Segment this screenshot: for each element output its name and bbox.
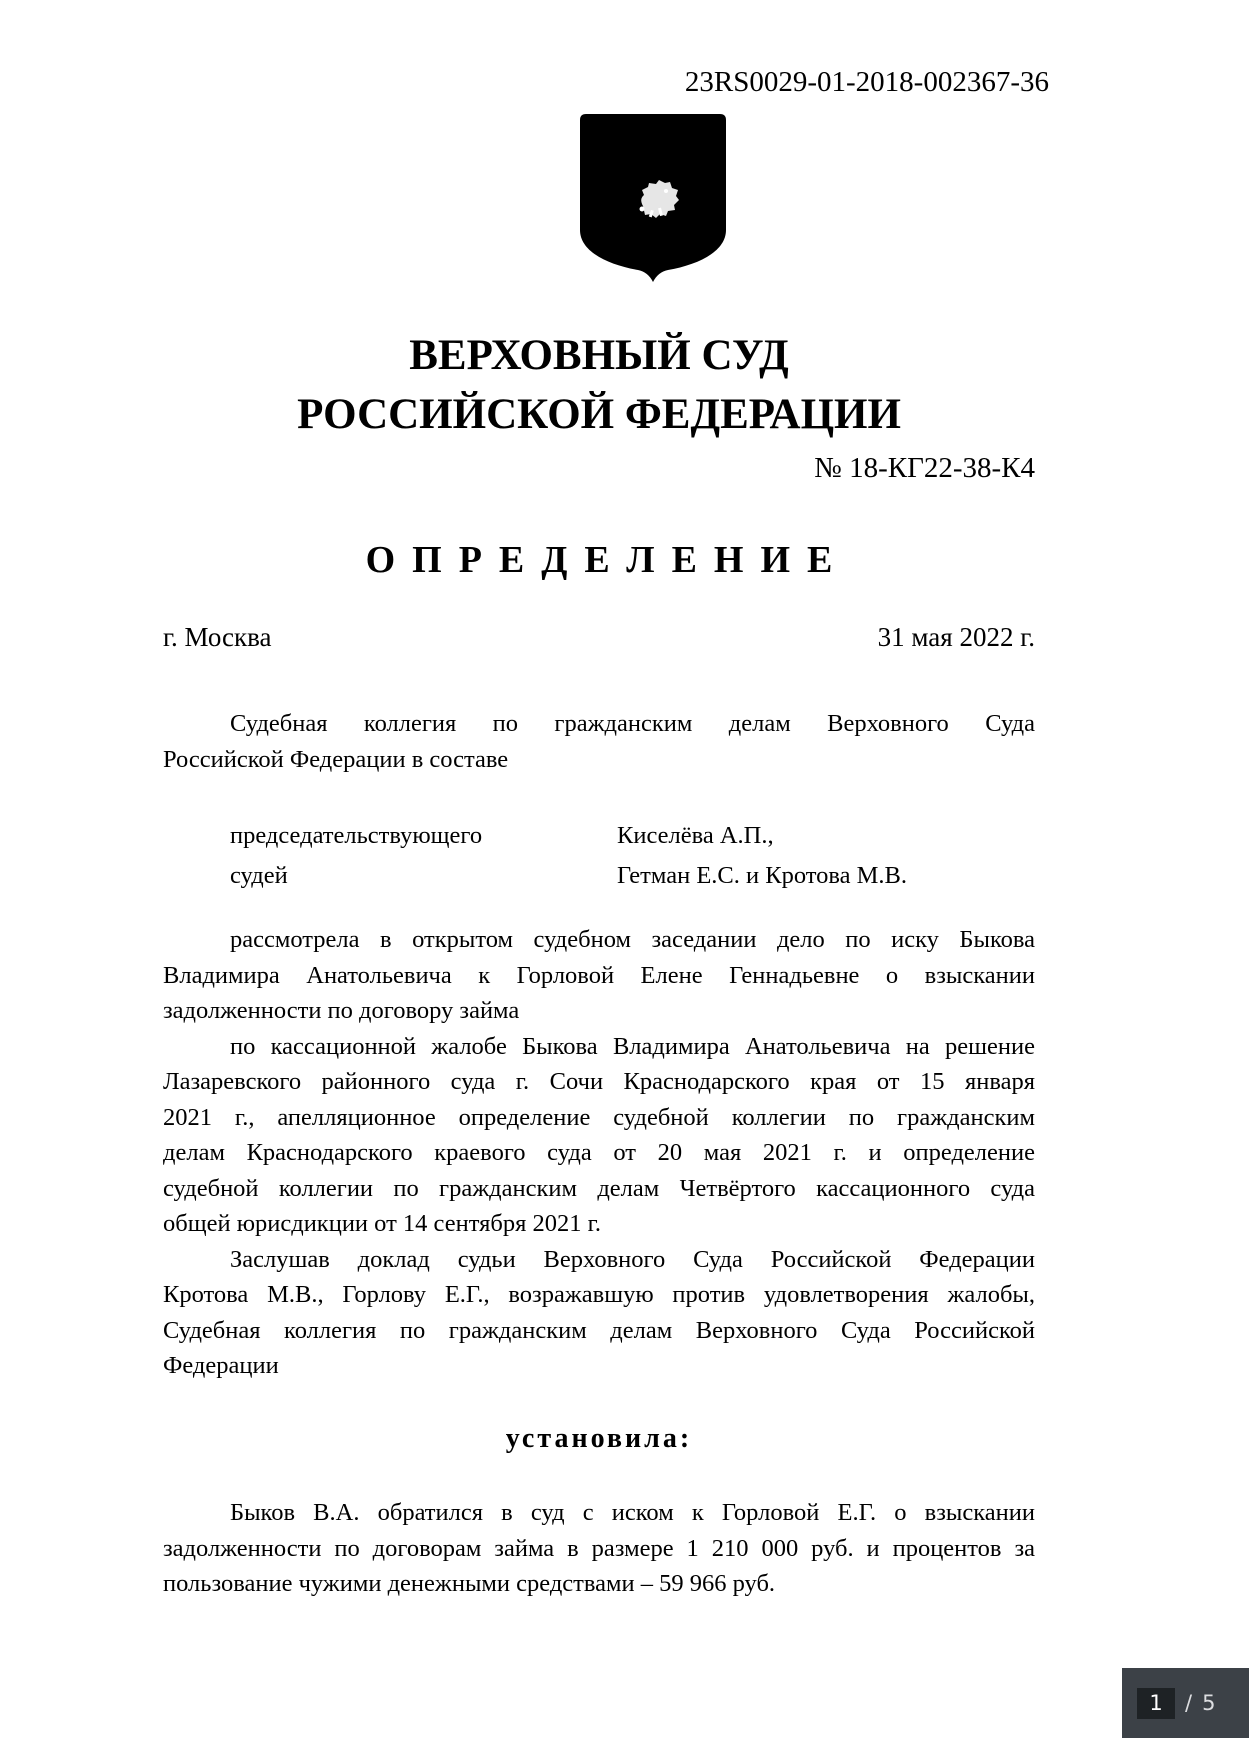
text-line: Лазаревского районного суда г. Сочи Краснодарского края от 15 января xyxy=(163,1068,1035,1095)
text-line: Федерации xyxy=(163,1352,279,1379)
composition-role: председательствующего xyxy=(230,822,483,849)
ruling-heading: ОПРЕДЕЛЕНИЕ xyxy=(365,539,850,581)
text-line: задолженности по договорам займа в размере 1 210 000 руб. и процентов за xyxy=(163,1534,1035,1562)
paragraph-claim xyxy=(163,1495,1035,1602)
text-line: судебной коллегии по гражданским делам Четвёртого кассационного суда xyxy=(163,1174,1035,1202)
text-line: Судебная коллегия по гражданским делам Верховного Суда Российской xyxy=(163,1316,1035,1344)
text-line: задолженности по договору займа xyxy=(163,997,520,1024)
text-line: рассмотрела в открытом судебном заседании дело по иску Быкова xyxy=(230,926,1035,953)
coat-of-arms-icon xyxy=(580,114,726,282)
text-line: пользование чужими денежными средствами – 59 966 руб. xyxy=(163,1570,776,1597)
city-label: г. Москва xyxy=(163,622,272,652)
date-label: 31 мая 2022 г. xyxy=(877,622,1035,652)
page-indicator xyxy=(1122,1668,1249,1738)
court-title xyxy=(163,326,1035,444)
composition-role: судей xyxy=(230,862,288,889)
current-page-badge[interactable]: 1 xyxy=(1137,1688,1175,1719)
text-line: Судебная коллегия по гражданским делам Верховного Суда xyxy=(230,710,1035,737)
court-title-line1: ВЕРХОВНЫЙ СУД xyxy=(409,332,789,379)
total-pages: 5 xyxy=(1202,1691,1216,1715)
page-separator: / xyxy=(1185,1691,1193,1715)
text-line: 2021 г., апелляционное определение судебной коллегии по гражданским xyxy=(163,1103,1035,1131)
paragraph-case-history xyxy=(163,922,1035,1384)
panel-composition xyxy=(163,816,1035,896)
paragraph-panel-intro xyxy=(163,706,1035,777)
ustanovila-heading: установила: xyxy=(505,1423,693,1454)
case-number: № 18-КГ22-38-К4 xyxy=(814,452,1035,484)
text-line: делам Краснодарского краевого суда от 20 мая 2021 г. и определение xyxy=(163,1139,1035,1166)
text-line: общей юрисдикции от 14 сентября 2021 г. xyxy=(163,1210,602,1237)
document-registry-number: 23RS0029-01-2018-002367-36 xyxy=(684,66,1049,98)
text-line: Быков В.А. обратился в суд с иском к Горловой Е.Г. о взыскании xyxy=(230,1499,1035,1526)
text-line: Заслушав доклад судьи Верховного Суда Российской Федерации xyxy=(230,1245,1035,1273)
text-line: по кассационной жалобе Быкова Владимира Анатольевича на решение xyxy=(230,1032,1035,1060)
court-title-line2: РОССИЙСКОЙ ФЕДЕРАЦИИ xyxy=(297,391,901,438)
city-date-row xyxy=(163,622,1035,653)
composition-judge: Гетман Е.С. и Кротова М.В. xyxy=(617,862,908,889)
text-line: Владимира Анатольевича к Горловой Елене Геннадьевне о взыскании xyxy=(163,961,1035,989)
text-line: Кротова М.В., Горлову Е.Г., возражавшую против удовлетворения жалобы, xyxy=(163,1281,1035,1308)
composition-judge: Киселёва А.П., xyxy=(617,822,774,849)
text-line: Российской Федерации в составе xyxy=(163,745,509,773)
composition-row xyxy=(163,856,1035,896)
composition-row xyxy=(163,816,1035,856)
